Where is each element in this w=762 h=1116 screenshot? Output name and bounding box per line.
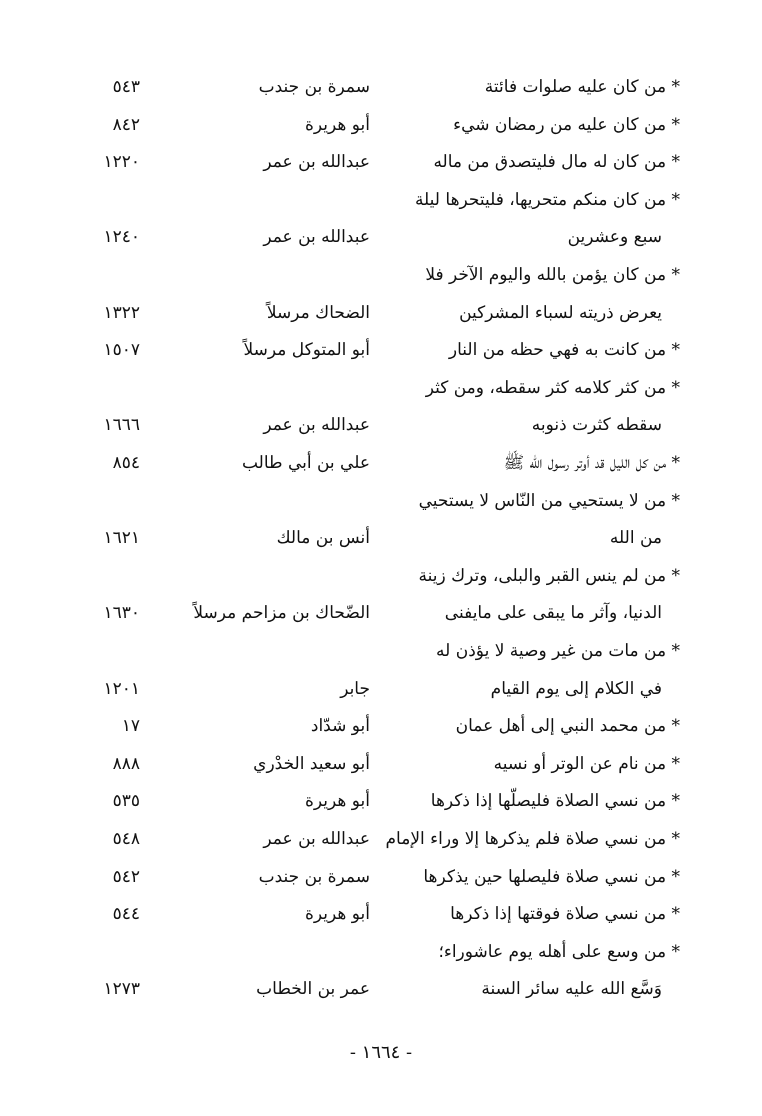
- index-entry: [0, 294, 762, 332]
- index-entry: [0, 707, 762, 745]
- entry-narrator: أبو شدّاد: [310, 716, 370, 737]
- entry-text: من الله: [609, 528, 662, 549]
- entry-text: * من كانت به فهي حظه من النار: [448, 340, 680, 361]
- index-entry: [0, 594, 762, 632]
- entry-text: * من وسع على أهله يوم عاشوراء؛: [438, 941, 680, 962]
- entry-narrator: أبو هريرة: [304, 114, 370, 135]
- entry-narrator: أبو المتوكل مرسلاً: [243, 340, 370, 361]
- entry-narrator: عبدالله بن عمر: [263, 227, 370, 248]
- entry-narrator: الضّحاك بن مزاحم مرسلاً: [193, 603, 370, 624]
- entry-hadith-number: ١٢٧٣: [103, 979, 140, 1000]
- index-entry: [0, 632, 762, 670]
- entry-text: في الكلام إلى يوم القيام: [490, 678, 662, 699]
- page-number: - ١٦٦٤ -: [349, 1042, 413, 1063]
- entry-narrator: الضحاك مرسلاً: [266, 302, 370, 323]
- entry-text: * من مات من غير وصية لا يؤذن له: [436, 641, 680, 661]
- entry-hadith-number: ٨٤٢: [112, 114, 140, 135]
- entry-hadith-number: ١٢٤٠: [103, 227, 140, 248]
- index-entry: [0, 68, 762, 106]
- entry-text: * من كان عليه صلوات فائتة: [484, 77, 680, 97]
- entry-hadith-number: ٥٣٥: [112, 791, 140, 812]
- entry-hadith-number: ٨٨٨: [112, 753, 140, 774]
- entry-hadith-number: ١٢٢٠: [103, 152, 140, 173]
- entry-narrator: أبو هريرة: [304, 904, 370, 925]
- index-entry: [0, 519, 762, 557]
- index-entry: [0, 143, 762, 181]
- entry-narrator: سمرة بن جندب: [258, 866, 370, 887]
- entry-narrator: علي بن أبي طالب: [241, 453, 370, 473]
- index-entry: [0, 331, 762, 369]
- entry-hadith-number: ٥٤٢: [112, 866, 140, 887]
- entry-narrator: جابر: [340, 678, 370, 699]
- entry-narrator: أبو هريرة: [304, 791, 370, 812]
- entry-text: * من محمد النبي إلى أهل عمان: [455, 716, 680, 737]
- entry-text: * من كل الليل قد أوتر رسول الله ﷺ: [503, 453, 680, 473]
- entry-narrator: أنس بن مالك: [276, 528, 370, 549]
- index-entry: [0, 745, 762, 783]
- entry-text: سبع وعشرين: [567, 227, 662, 248]
- entry-hadith-number: ١٢٠١: [103, 678, 140, 699]
- entry-text: * من كان عليه من رمضان شيء: [453, 114, 680, 135]
- entry-hadith-number: ١٦٢١: [103, 528, 140, 549]
- entry-narrator: عبدالله بن عمر: [263, 152, 370, 173]
- index-entry: [0, 106, 762, 144]
- entry-text: * من كثر كلامه كثر سقطه، ومن كثر: [425, 377, 680, 398]
- entry-text: * من كان له مال فليتصدق من ماله: [433, 152, 680, 173]
- entry-text: وَسَّع الله عليه سائر السنة: [481, 979, 662, 1000]
- entry-text: الدنيا، وآثر ما يبقى على مايفنى: [444, 603, 662, 624]
- entry-hadith-number: ١٧: [121, 716, 140, 737]
- entry-text: يعرض ذريته لسباء المشركين: [459, 302, 662, 323]
- entry-narrator: أبو سعيد الخدْري: [253, 753, 370, 774]
- index-entry: [0, 858, 762, 896]
- entry-hadith-number: ٥٤٣: [112, 77, 140, 97]
- entry-text: سقطه كثرت ذنوبه: [531, 415, 662, 436]
- index-entry: [0, 369, 762, 407]
- index-entry: [0, 782, 762, 820]
- index-entry: [0, 482, 762, 520]
- entry-hadith-number: ١٦٣٠: [103, 603, 140, 624]
- entry-text: * من نام عن الوتر أو نسيه: [493, 753, 680, 774]
- entry-narrator: سمرة بن جندب: [258, 77, 370, 97]
- entry-text: * من كان يؤمن بالله واليوم الآخر فلا: [425, 265, 680, 285]
- entry-hadith-number: ٥٤٤: [112, 904, 140, 925]
- entry-narrator: عمر بن الخطاب: [256, 979, 370, 1000]
- entry-hadith-number: ٥٤٨: [112, 829, 140, 849]
- entry-narrator: عبدالله بن عمر: [263, 415, 370, 436]
- entry-hadith-number: ٨٥٤: [112, 453, 140, 473]
- entry-hadith-number: ١٥٠٧: [103, 340, 140, 361]
- index-entry: [0, 970, 762, 1008]
- entry-hadith-number: ١٣٢٢: [103, 302, 140, 323]
- entry-text: * من لم ينس القبر والبلى، وترك زينة: [418, 565, 680, 586]
- entry-text: * من نسي صلاة فليصلها حين يذكرها: [423, 866, 680, 887]
- index-entry: [0, 933, 762, 971]
- index-entry: [0, 895, 762, 933]
- index-entry: [0, 181, 762, 219]
- entry-text: * من كان منكم متحريها، فليتحرها ليلة: [414, 189, 680, 210]
- index-entry: [0, 444, 762, 482]
- index-entry: [0, 256, 762, 294]
- index-entry: [0, 820, 762, 858]
- entry-text: * من نسي الصلاة فليصلّها إذا ذكرها: [430, 791, 680, 812]
- entry-text: * من نسي صلاة فوقتها إذا ذكرها: [450, 904, 680, 925]
- index-entry: [0, 406, 762, 444]
- entry-text: * من نسي صلاة فلم يذكرها إلا وراء الإمام: [385, 829, 680, 849]
- entry-narrator: عبدالله بن عمر: [263, 829, 370, 849]
- index-entry: [0, 218, 762, 256]
- index-entry: [0, 557, 762, 595]
- index-entry: [0, 670, 762, 708]
- entry-text: * من لا يستحيي من النّاس لا يستحيي: [418, 490, 680, 511]
- entry-hadith-number: ١٦٦٦: [103, 415, 140, 436]
